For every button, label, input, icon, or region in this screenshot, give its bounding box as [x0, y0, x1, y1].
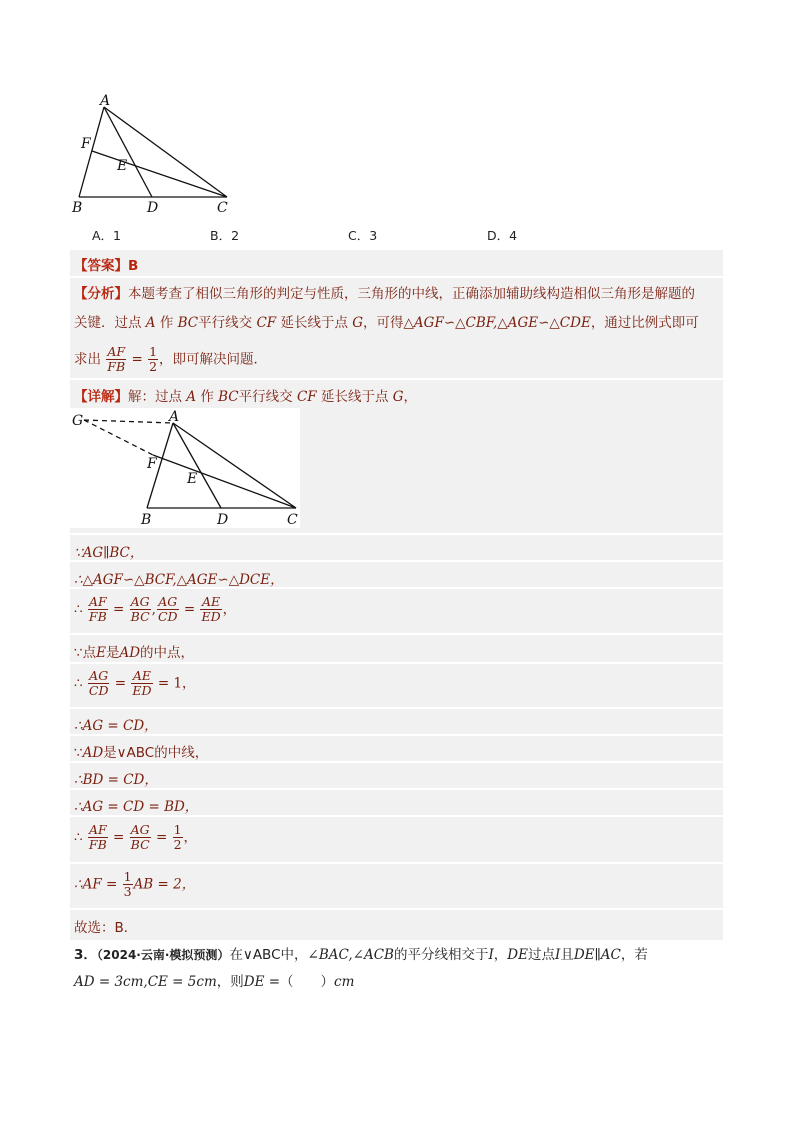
question-text: ，	[493, 947, 508, 963]
question-math: I	[554, 947, 561, 963]
answer-value: B	[128, 258, 139, 274]
step-row-11: ∴AF = $\frac{1}{3}$ AB = 2，	[70, 862, 723, 910]
question-math: AD = 3cm,CE = 5cm	[74, 974, 217, 990]
vertex-label-c: C	[217, 200, 228, 214]
math-g: G	[352, 315, 364, 331]
step-row-10: ∴ $\frac{AF}{FB}$ = $\frac{AG}{BC}$ = $\frac{1}{2}$ ，	[70, 815, 723, 864]
fraction: $\frac{AG}{BC}$	[130, 594, 150, 624]
analysis-text: 延长线于点	[280, 315, 348, 331]
answer-options	[92, 226, 612, 244]
fraction: $\frac{AG}{CD}$	[157, 594, 178, 624]
option-c: C．3	[348, 228, 378, 243]
step-row-3: ∴ $\frac{AF}{FB}$ = $\frac{AG}{BC}$ , $\frac{AG}{CD}$ = $\frac{AE}{ED}$ ，	[70, 587, 723, 635]
math-cf: CF	[256, 315, 277, 331]
question-text: 且	[560, 947, 574, 963]
question-source: （2024·云南·模拟预测）	[96, 948, 230, 962]
question-math: DE =	[243, 974, 281, 990]
detail-text: 作	[200, 389, 214, 405]
step-row-8: ∴BD = CD，	[70, 761, 723, 790]
answer-blank[interactable]: （ ）	[280, 974, 335, 990]
question-text: 过点	[527, 947, 555, 963]
vertex-label-e: E	[117, 158, 128, 174]
fraction: $\frac{AE}{ED}$	[132, 668, 152, 698]
fraction: $\frac{AG}{CD}$	[88, 668, 109, 698]
detail-text: 平行线交	[238, 389, 293, 405]
detail-text: 延长线于点	[320, 389, 389, 405]
math-bc: BC	[177, 315, 199, 331]
vertex-label-d: D	[147, 200, 159, 214]
detail-text: ，	[403, 389, 418, 405]
analysis-text: 关键．过点	[74, 315, 142, 331]
triangle-figure-2	[70, 408, 300, 528]
answer-tag: 【答案】	[74, 258, 128, 274]
step-row-7: ∵AD是∨ABC的中线，	[70, 734, 723, 763]
math-cf: CF	[296, 389, 317, 405]
step-row-2: ∴△AGF∽△BCF,△AGE∽△DCE，	[70, 560, 723, 589]
detail-intro-row	[70, 378, 723, 408]
answer-row	[70, 250, 723, 274]
question-math: DE∥AC	[573, 947, 621, 963]
vertex-label-f: F	[147, 456, 157, 472]
question-text: ，若	[620, 947, 648, 963]
analysis-tag: 【分析】	[74, 286, 128, 302]
figure-2-row	[70, 408, 723, 528]
option-b: B．2	[210, 228, 240, 243]
step-row-4: ∵点E是AD的中点，	[70, 633, 723, 664]
fraction: $\frac{AG}{BC}$	[130, 822, 150, 852]
vertex-label-b: B	[72, 200, 83, 214]
vertex-label-b: B	[141, 512, 152, 528]
fraction-af-fb: $\frac{AF}{FB}$	[107, 344, 126, 374]
solution-panel	[70, 250, 723, 940]
fraction: $\frac{AE}{ED}$	[201, 594, 221, 624]
math-a: A	[145, 315, 156, 331]
analysis-text: ，可得	[363, 315, 404, 331]
question-text: 的平分线相交于	[393, 947, 489, 963]
step-row-6: ∴AG = CD，	[70, 707, 723, 736]
detail-tag: 【详解】	[74, 389, 128, 405]
math-bc: BC	[218, 389, 239, 405]
vertex-label-f: F	[81, 136, 91, 152]
option-a: A．1	[92, 228, 122, 243]
question-3	[74, 943, 734, 1003]
question-text: ，则	[216, 974, 244, 990]
math-similarity: △AGF∽△CBF,△AGE∽△CDE	[403, 315, 591, 331]
question-number: 3．	[74, 947, 97, 963]
question-text: 在∨ABC中，	[229, 947, 308, 963]
option-d: D．4	[487, 228, 518, 243]
vertex-label-d: D	[217, 512, 229, 528]
step-row-12: 故选：B．	[70, 908, 723, 940]
analysis-text: ，即可解决问题．	[159, 351, 268, 368]
fraction: $\frac{AF}{FB}$	[88, 822, 107, 852]
analysis-text: 求出	[74, 351, 101, 368]
fraction-one-half: $\frac{1}{2}$	[149, 344, 158, 374]
question-math: ∠BAC,∠ACB	[307, 947, 394, 963]
analysis-line-1: 本题考查了相似三角形的判定与性质，三角形的中线，正确添加辅助线构造相似三角形是解题的	[128, 286, 695, 302]
analysis-text: ，通过比例式即可	[590, 315, 699, 331]
step-row-1: ∵AG∥BC，	[70, 533, 723, 562]
step-row-5: ∴ $\frac{AG}{CD}$ = $\frac{AE}{ED}$ = 1，	[70, 662, 723, 709]
vertex-label-e: E	[187, 471, 198, 487]
vertex-label-g: G	[72, 413, 84, 429]
fraction: $\frac{AF}{FB}$	[88, 594, 107, 624]
vertex-label-c: C	[287, 512, 298, 528]
analysis-text: 作	[159, 315, 174, 331]
vertex-label-a: A	[169, 409, 180, 425]
question-math: DE	[507, 947, 528, 963]
question-unit: cm	[334, 974, 355, 990]
question-math: I	[488, 947, 494, 963]
fraction: $\frac{1}{3}$	[123, 869, 132, 899]
analysis-text: 平行线交	[198, 315, 253, 331]
detail-text: 解：过点	[128, 389, 182, 405]
equals-sign: =	[131, 351, 143, 368]
vertex-label-a: A	[100, 93, 111, 109]
step-row-9: ∴AG = CD = BD，	[70, 788, 723, 817]
math-a: A	[186, 389, 197, 405]
fraction: $\frac{1}{2}$	[173, 822, 182, 852]
math-g: G	[392, 389, 404, 405]
triangle-figure-1	[70, 92, 240, 214]
